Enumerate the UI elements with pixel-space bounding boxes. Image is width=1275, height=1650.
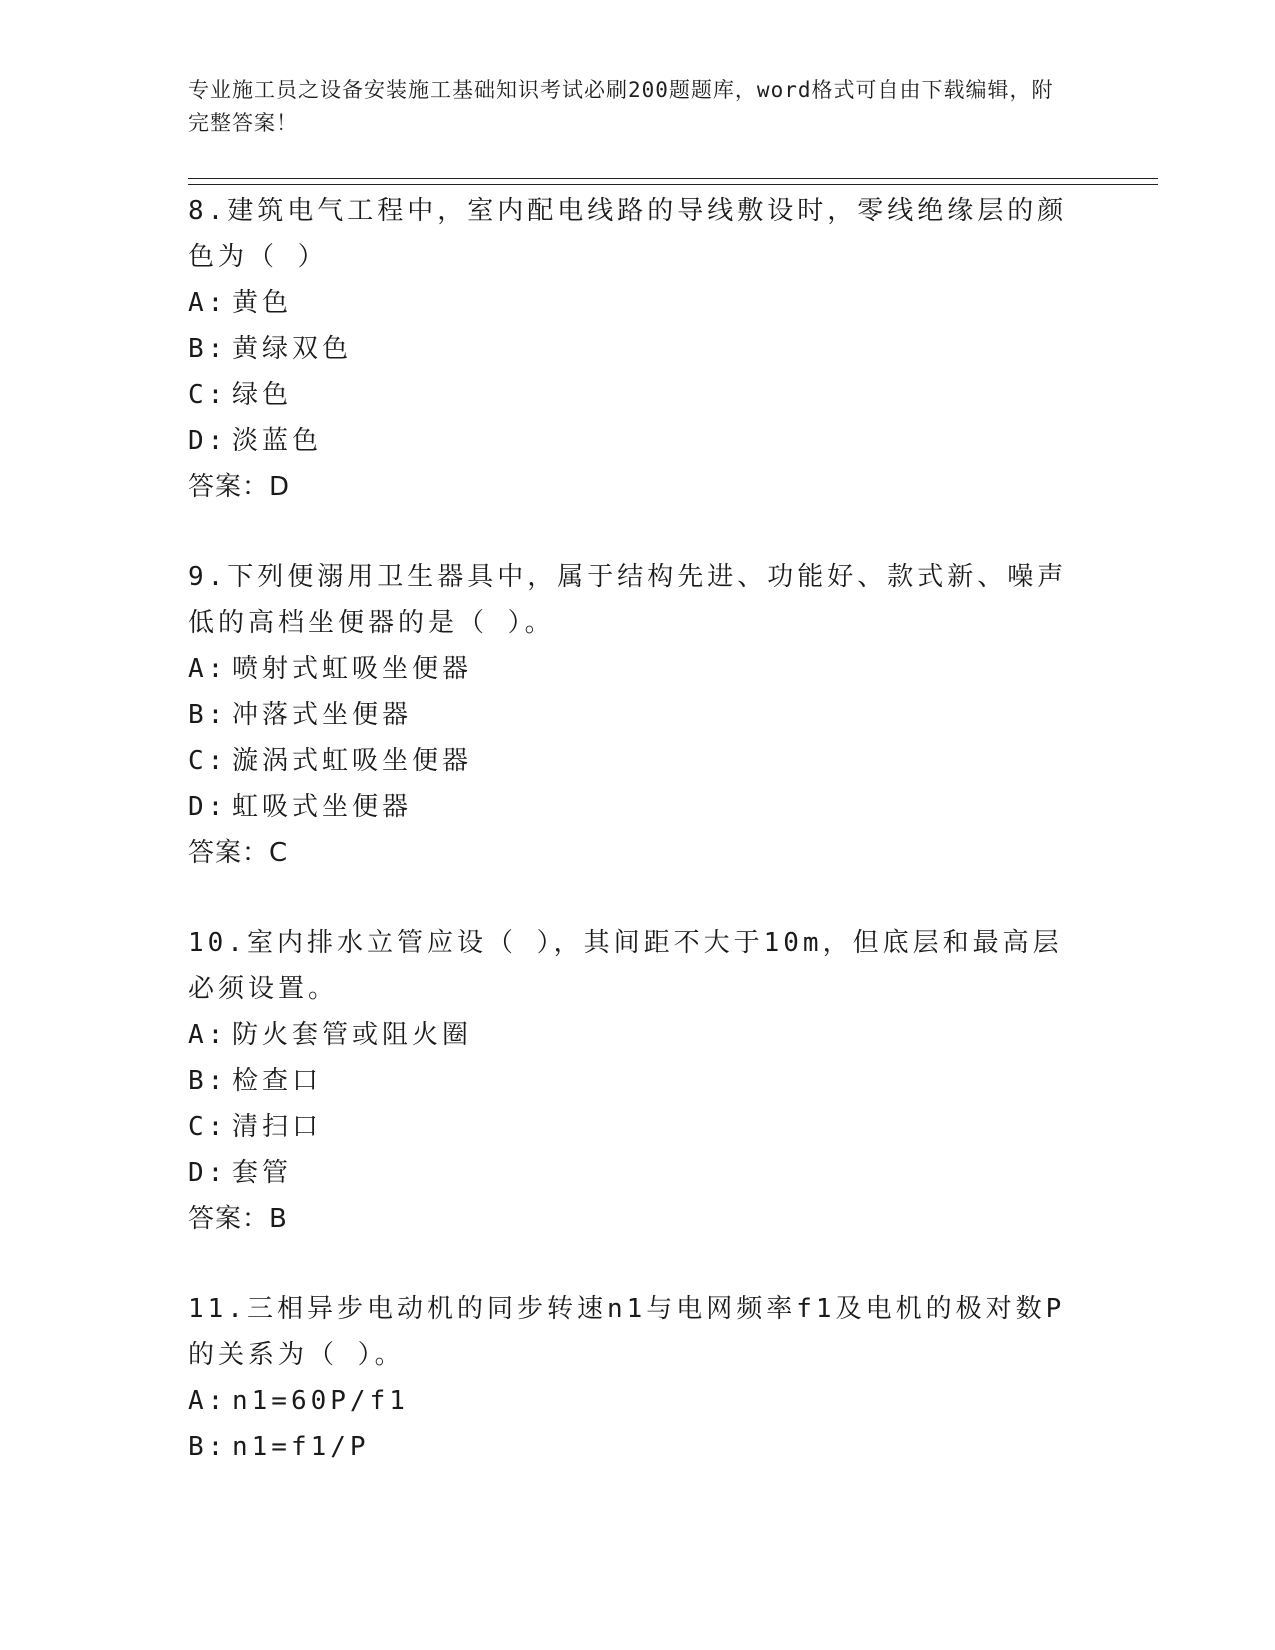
option-c (188, 1104, 1068, 1150)
option-key: C: (188, 380, 228, 410)
option-text: n1=60P/f1 (232, 1386, 409, 1416)
option-d (188, 1150, 1068, 1196)
option-text: 虹吸式坐便器 (232, 792, 413, 822)
option-a (188, 646, 1068, 692)
option-key: B: (188, 334, 228, 364)
question-item (188, 188, 1068, 510)
option-key: A: (188, 288, 228, 318)
option-c (188, 372, 1068, 418)
answer-line: 答案：D (188, 472, 291, 502)
option-b (188, 1058, 1068, 1104)
option-text: n1=f1/P (232, 1432, 370, 1462)
option-text: 黄色 (232, 288, 293, 318)
option-text: 漩涡式虹吸坐便器 (232, 746, 473, 776)
option-key: A: (188, 1020, 228, 1050)
option-key: D: (188, 1158, 228, 1188)
option-key: B: (188, 700, 228, 730)
option-key: A: (188, 1386, 228, 1416)
option-text: 套管 (232, 1158, 293, 1188)
option-key: D: (188, 426, 228, 456)
question-stem: 8.建筑电气工程中，室内配电线路的导线敷设时，零线绝缘层的颜色为（ ） (188, 196, 1068, 272)
question-stem: 10.室内排水立管应设（ ），其间距不大于10m，但底层和最高层必须设置。 (188, 928, 1063, 1004)
option-key: B: (188, 1066, 228, 1096)
answer-line: 答案：B (188, 1204, 288, 1234)
answer-line: 答案：C (188, 838, 289, 868)
option-text: 绿色 (232, 380, 293, 410)
option-a (188, 1012, 1068, 1058)
question-stem: 9.下列便溺用卫生器具中，属于结构先进、功能好、款式新、噪声低的高档坐便器的是（ ）。 (188, 562, 1068, 638)
option-text: 检查口 (232, 1066, 323, 1096)
question-list (188, 188, 1068, 1470)
option-text: 清扫口 (232, 1112, 323, 1142)
option-c (188, 738, 1068, 784)
option-key: A: (188, 654, 228, 684)
option-text: 淡蓝色 (232, 426, 323, 456)
header-divider-bottom (188, 184, 1158, 185)
option-text: 冲落式坐便器 (232, 700, 413, 730)
header-divider-top (188, 178, 1158, 179)
option-text: 防火套管或阻火圈 (232, 1020, 473, 1050)
question-item (188, 554, 1068, 876)
option-text: 黄绿双色 (232, 334, 353, 364)
question-stem: 11.三相异步电动机的同步转速n1与电网频率f1及电机的极对数P的关系为（ ）。 (188, 1294, 1066, 1370)
option-key: D: (188, 792, 228, 822)
option-key: C: (188, 746, 228, 776)
option-key: B: (188, 1432, 228, 1462)
option-key: C: (188, 1112, 228, 1142)
option-text: 喷射式虹吸坐便器 (232, 654, 473, 684)
option-a (188, 1378, 1068, 1424)
question-item (188, 1286, 1068, 1470)
option-b (188, 692, 1068, 738)
option-d (188, 784, 1068, 830)
option-b (188, 326, 1068, 372)
option-b (188, 1424, 1068, 1470)
option-a (188, 280, 1068, 326)
question-item (188, 920, 1068, 1242)
option-d (188, 418, 1068, 464)
document-header: 专业施工员之设备安装施工基础知识考试必刷200题题库，word格式可自由下载编辑，附完整答案！ (188, 78, 1054, 135)
